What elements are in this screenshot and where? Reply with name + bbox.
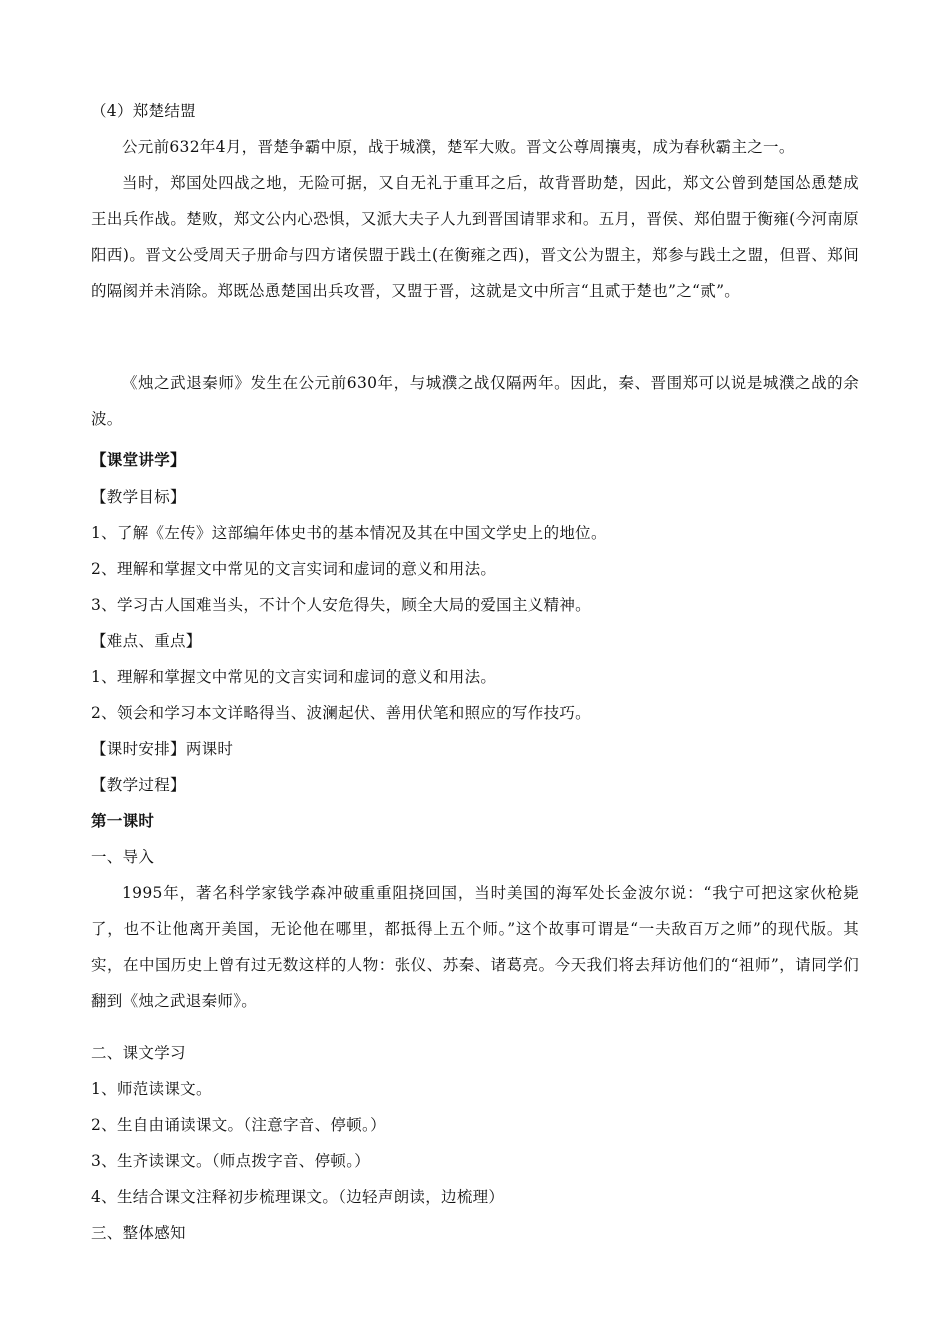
study-step: 2、生自由诵读课文。（注意字音、停顿。） bbox=[91, 1116, 386, 1134]
key-point-item: 2、领会和学习本文详略得当、波澜起伏、善用伏笔和照应的写作技巧。 bbox=[91, 704, 591, 722]
section-heading: （4）郑楚结盟 bbox=[91, 102, 196, 120]
schedule-label: 【课时安排】 bbox=[91, 740, 186, 758]
study-heading: 二、课文学习 bbox=[91, 1044, 186, 1062]
class-heading: 【课堂讲学】 bbox=[91, 450, 186, 469]
paragraph-aftermath: 《烛之武退秦师》发生在公元前630年，与城濮之战仅隔两年。因此，秦、晋围郑可以说是城濮之战的余波。 bbox=[91, 374, 859, 428]
goal-item: 1、了解《左传》这部编年体史书的基本情况及其在中国文学史上的地位。 bbox=[91, 524, 607, 542]
paragraph-battle: 公元前632年4月，晋楚争霸中原，战于城濮，楚军大败。晋文公尊周攘夷，成为春秋霸主之一。 bbox=[122, 138, 795, 156]
process-heading: 【教学过程】 bbox=[91, 776, 186, 794]
schedule-line bbox=[91, 739, 859, 759]
goal-item: 3、学习古人国难当头，不计个人安危得失，顾全大局的爱国主义精神。 bbox=[91, 596, 591, 614]
intro-paragraph: 1995年，著名科学家钱学森冲破重重阻挠回国，当时美国的海军处长金波尔说：“我宁可把这家伙枪毙了，也不让他离开美国，无论他在哪里，都抵得上五个师。”这个故事可谓是“一夫敌百万之师”的现代版。其实，在中国历史上曾有过无数这样的人物：张仪、苏秦、诸葛亮。今天我们将去拜访他们的“祖师”，请同学们翻到《烛之武退秦师》。 bbox=[91, 884, 859, 1010]
schedule-value: 两课时 bbox=[185, 740, 234, 758]
key-point-item: 1、理解和掌握文中常见的文言实词和虚词的意义和用法。 bbox=[91, 668, 497, 686]
paragraph-zheng-alliance: 当时，郑国处四战之地，无险可据，又自无礼于重耳之后，故背晋助楚，因此，郑文公曾到楚国怂恿楚成王出兵作战。楚败，郑文公内心恐惧，又派大夫子人九到晋国请罪求和。五月，晋侯、郑伯盟于衡雍(今河南原阳西)。晋文公受周天子册命与四方诸侯盟于践土(在衡雍之西)，晋文公为盟主，郑参与践土之盟，但晋、郑间的隔阂并未消除。郑既怂恿楚国出兵攻晋，又盟于晋，这就是文中所言“且贰于楚也”之“贰”。 bbox=[91, 174, 859, 300]
lesson-title: 第一课时 bbox=[91, 811, 155, 830]
key-points-heading: 【难点、重点】 bbox=[91, 632, 202, 650]
study-step: 3、生齐读课文。（师点拨字音、停顿。） bbox=[91, 1152, 371, 1170]
goal-item: 2、理解和掌握文中常见的文言实词和虚词的意义和用法。 bbox=[91, 560, 497, 578]
study-step: 1、师范读课文。 bbox=[91, 1080, 212, 1098]
overall-heading: 三、整体感知 bbox=[91, 1224, 186, 1242]
study-step: 4、生结合课文注释初步梳理课文。（边轻声朗读，边梳理） bbox=[91, 1188, 505, 1206]
intro-heading: 一、导入 bbox=[91, 848, 155, 866]
goals-heading: 【教学目标】 bbox=[91, 488, 186, 506]
